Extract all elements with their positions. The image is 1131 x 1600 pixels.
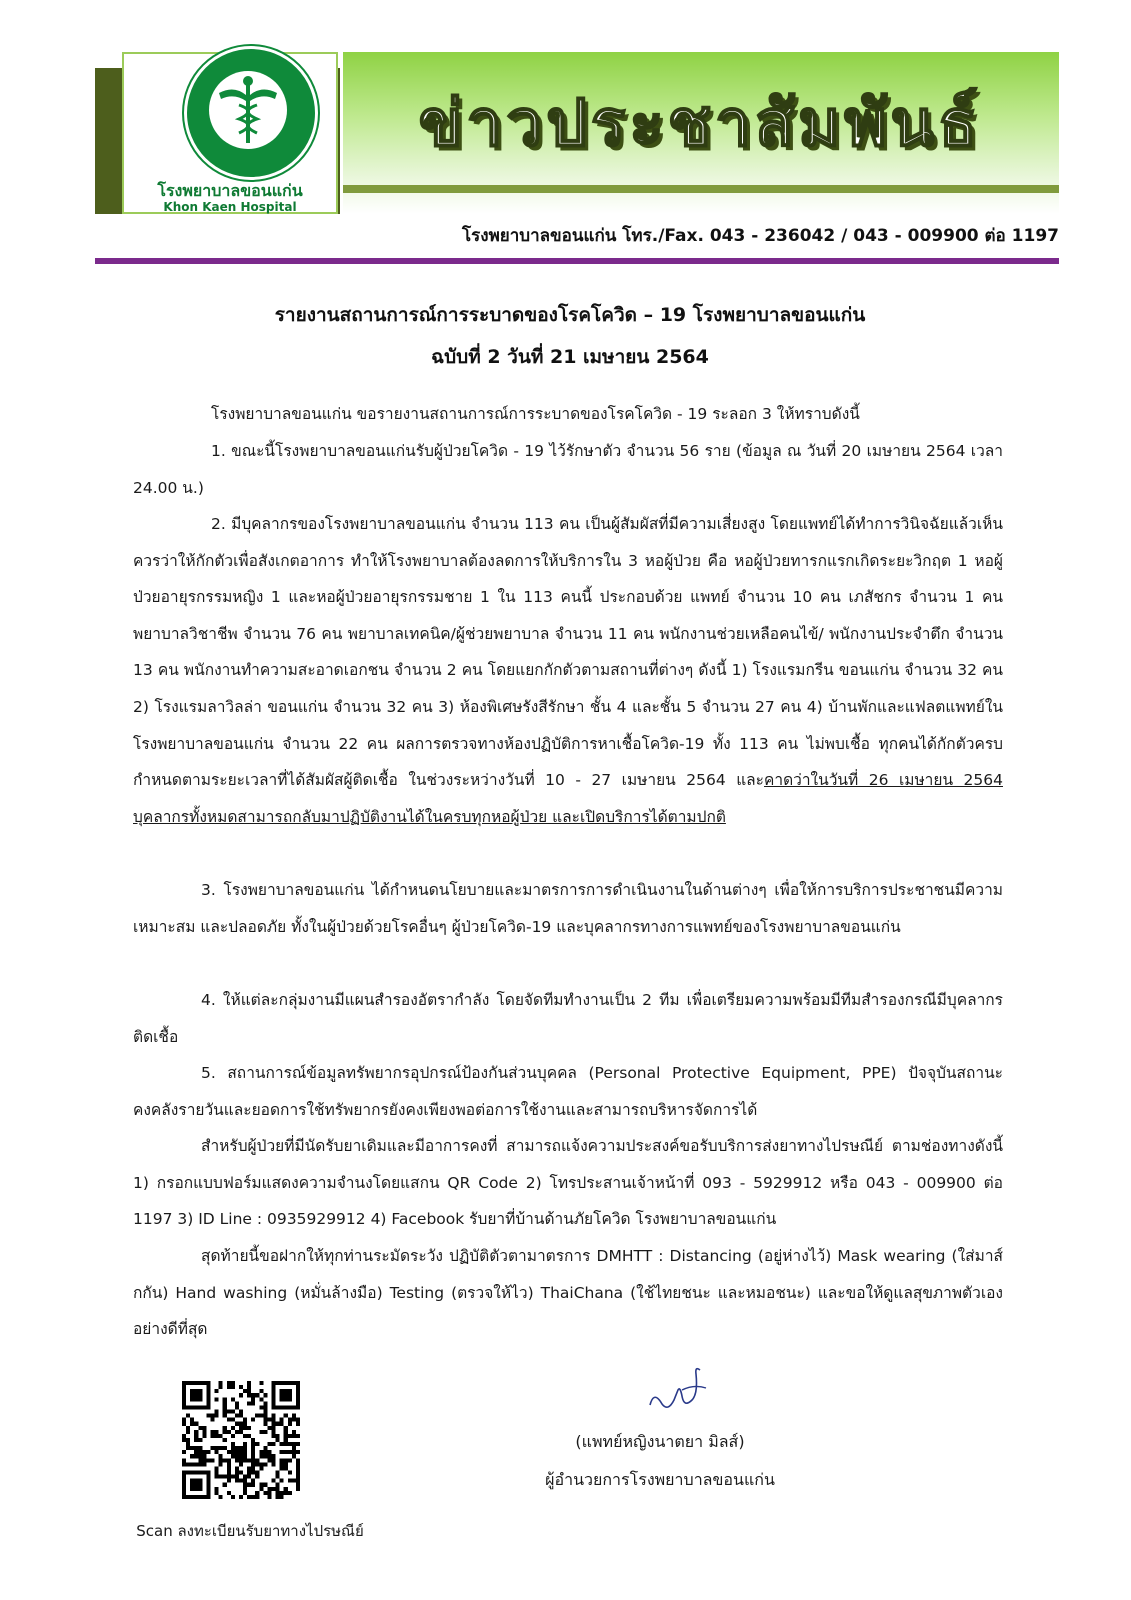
header-stripe [343, 185, 1059, 193]
intro-paragraph: โรงพยาบาลขอนแก่น ขอรายงานสถานการณ์การระบาดของโรคโควิด - 19 ระลอก 3 ให้ทราบดังนี้ [211, 405, 860, 423]
signer-name: (แพทย์หญิงนาตยา มิลส์) [575, 1432, 745, 1451]
caduceus-icon [209, 71, 287, 149]
signature-icon [640, 1360, 720, 1420]
item-4: 4. ให้แต่ละกลุ่มงานมีแผนสำรองอัตรากำลัง โดยจัดทีมทำงานเป็น 2 ทีม เพื่อเตรียมความพร้อมมีทีมสำรองกรณีมีบุคลากรติดเชื้อ [133, 991, 1003, 1046]
hospital-name-en: Khon Kaen Hospital [163, 200, 297, 214]
document-subtitle: ฉบับที่ 2 วันที่ 21 เมษายน 2564 [431, 346, 709, 368]
document-title: รายงานสถานการณ์การระบาดของโรคโควิด – 19 โรงพยาบาลขอนแก่น [274, 304, 866, 326]
item-2-highlight: คาดว่าในวันที่ 26 เมษายน 2564 บุคลากรทั้งหมดสามารถกลับมาปฏิบัติงานได้ในครบทุกหอผู้ป่วย และเปิดบริการได้ตามปกติ [133, 771, 1003, 826]
header-divider [95, 258, 1059, 264]
item-5: 5. สถานการณ์ข้อมูลทรัพยากรอุปกรณ์ป้องกันส่วนบุคคล (Personal Protective Equipment, PPE) ปัจจุบันสถานะคงคลังรายวันและยอดการใช้ทรัพยากรยังคงเพียงพอต่อการใช้งานและสามารถบริหารจัดการได้ [133, 1064, 1003, 1119]
qr-caption: Scan ลงทะเบียนรับยาทางไปรษณีย์ [136, 1522, 364, 1540]
banner-title: ข่าวประชาสัมพันธ์ [418, 87, 982, 161]
hospital-name-th: โรงพยาบาลขอนแก่น [157, 181, 303, 200]
ministry-seal-icon [184, 46, 318, 180]
item-3: 3. โรงพยาบาลขอนแก่น ได้กำหนดนโยบายและมาตรการการดำเนินงานในด้านต่างๆ เพื่อให้การบริการประชาชนมีความเหมาะสม และปลอดภัย ทั้งในผู้ป่วยด้วยโรคอื่นๆ ผู้ป่วยโควิด-19 และบุคลากรทางการแพทย์ของโรงพยาบาลขอนแก่น [133, 881, 1003, 936]
hospital-logo [122, 52, 338, 214]
qr-code-icon[interactable] [182, 1381, 300, 1499]
contact-line: โรงพยาบาลขอนแก่น โทร./Fax. 043 - 236042 / 043 - 009900 ต่อ 1197 [462, 226, 1059, 246]
item-1: 1. ขณะนี้โรงพยาบาลขอนแก่นรับผู้ป่วยโควิด - 19 ไว้รักษาตัว จำนวน 56 ราย (ข้อมูล ณ วันที่ 20 เมษายน 2564 เวลา 24.00 น.) [133, 442, 1003, 497]
closing-paragraph: สุดท้ายนี้ขอฝากให้ทุกท่านระมัดระวัง ปฏิบัติตัวตามาตรการ DMHTT : Distancing (อยู่ห่างไว้) Mask wearing (ใส่มาส์กกัน) Hand washing (หมั่นล้างมือ) Testing (ตรวจให้ไว) ThaiChana (ใช้ไทยชนะ และหมอชนะ) และขอให้ดูแลสุขภาพตัวเองอย่างดีที่สุด [133, 1247, 1003, 1339]
signer-position: ผู้อำนวยการโรงพยาบาลขอนแก่น [545, 1470, 775, 1489]
item-2: 2. มีบุคลากรของโรงพยาบาลขอนแก่น จำนวน 113 คน เป็นผู้สัมผัสที่มีความเสี่ยงสูง โดยแพทย์ได้ทำการวินิจฉัยแล้วเห็นควรว่าให้กักตัวเพื่อสังเกตอาการ ทำให้โรงพยาบาลต้องลดการให้บริการใน 3 หอผู้ป่วย คือ หอผู้ป่วยทารกแรกเกิดระยะวิกฤต 1 หอผู้ป่วยอายุรกรรมหญิง 1 และหอผู้ป่วยอายุรกรรมชาย 1 ใน 113 คนนี้ ประกอบด้วย แพทย์ จำนวน 10 คน เภสัชกร จำนวน 1 คน พยาบาลวิชาชีพ จำนวน 76 คน พยาบาลเทคนิค/ผู้ช่วยพยาบาล จำนวน 11 คน พนักงานช่วยเหลือคนไข้/ พนักงานประจำตึก จำนวน 13 คน พนักงานทำความสะอาดเอกชน จำนวน 2 คน โดยแยกกักตัวตามสถานที่ต่างๆ ดังนี้ 1) โรงแรมกรีน ขอนแก่น จำนวน 32 คน 2) โรงแรมลาวิลล่า ขอนแก่น จำนวน 32 คน 3) ห้องพิเศษรังสีรักษา ชั้น 4 และชั้น 5 จำนวน 27 คน 4) บ้านพักและแฟลตแพทย์ในโรงพยาบาลขอนแก่น จำนวน 22 คน ผลการตรวจทางห้องปฏิบัติการหาเชื้อโควิด-19 ทั้ง 113 คน ไม่พบเชื้อ ทุกคนได้กักตัวครบกำหนดตามระยะเวลาที่ได้สัมผัสผู้ติดเชื้อ ในช่วงระหว่างวันที่ 10 - 27 เมษายน 2564 และคาดว่าในวันที่ 26 เมษายน 2564 บุคลากรทั้งหมดสามารถกลับมาปฏิบัติงานได้ในครบทุกหอผู้ป่วย และเปิดบริการได้ตามปกติ [133, 515, 1003, 826]
medicine-delivery-paragraph: สำหรับผู้ป่วยที่มีนัดรับยาเดิมและมีอาการคงที่ สามารถแจ้งความประสงค์ขอรับบริการส่งยาทางไปรษณีย์ ตามช่องทางดังนี้ 1) กรอกแบบฟอร์มแสดงความจำนงโดยแสกน QR Code 2) โทรประสานเจ้าหน้าที่ 093 - 5929912 หรือ 043 - 009900 ต่อ 1197 3) ID Line : 0935929912 4) Facebook รับยาที่บ้านด้านภัยโควิด โรงพยาบาลขอนแก่น [133, 1137, 1003, 1229]
